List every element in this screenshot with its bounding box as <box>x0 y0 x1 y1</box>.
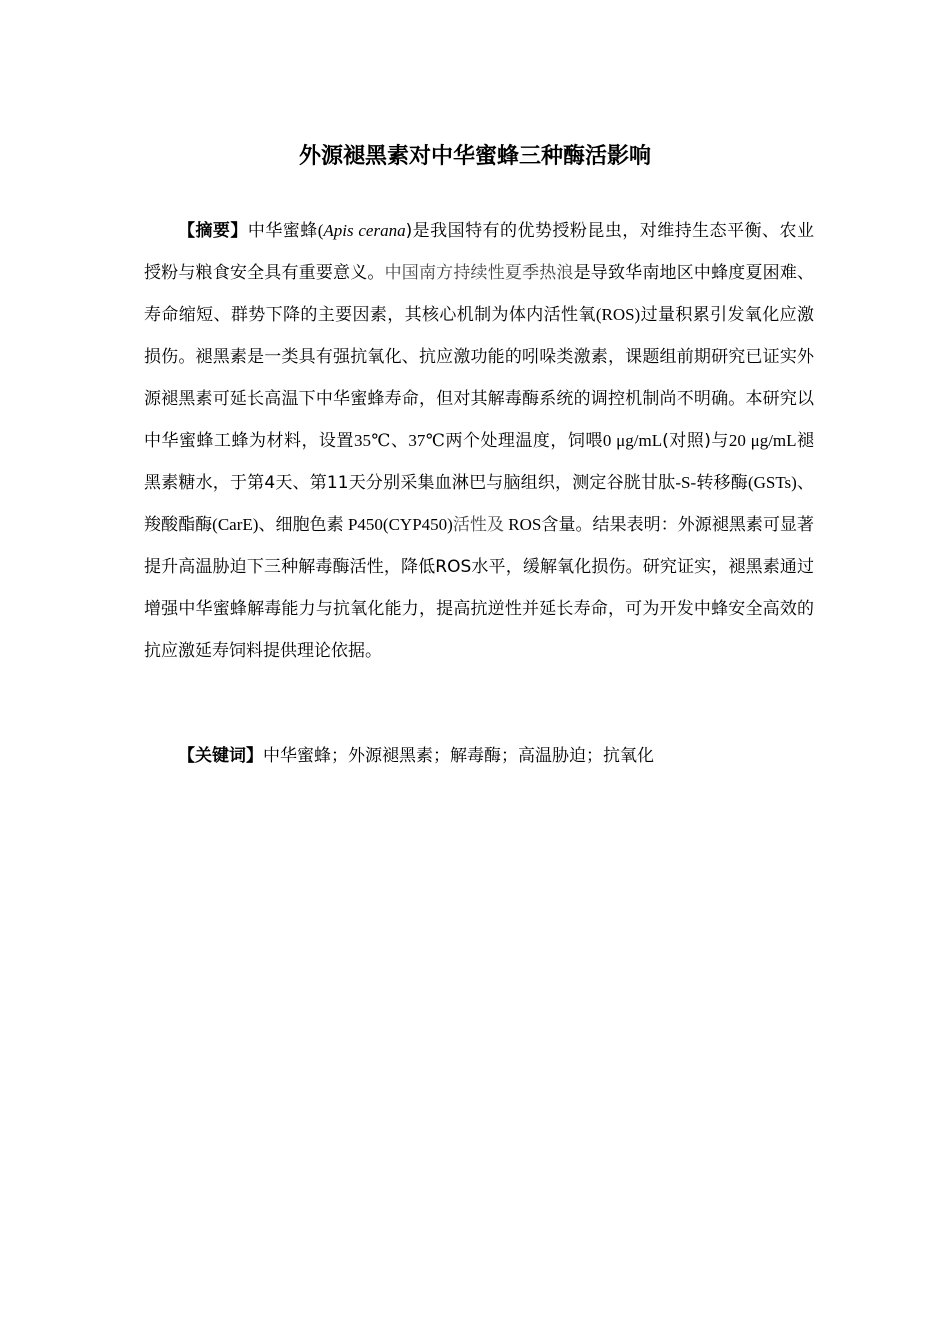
abstract-text: -S- <box>675 473 697 492</box>
abstract-text: 35℃、37℃ <box>353 431 446 450</box>
abstract-text: 两个处理温度，饲喂 <box>445 431 603 451</box>
keywords-label: 【关键词】 <box>178 746 263 766</box>
abstract-paragraph <box>144 210 814 672</box>
abstract-label: 【摘要】 <box>178 221 248 241</box>
keywords-text: 中华蜜蜂；外源褪黑素；解毒酶；高温胁迫；抗氧化 <box>263 746 654 766</box>
abstract-text: )是我国特有的优势授粉昆虫，对维持生态平衡、农业授粉与粮食安全具有重要意义。 <box>144 221 814 283</box>
abstract-text: (CarE) <box>212 515 259 534</box>
abstract-text: 、羧酸酯酶 <box>144 473 815 535</box>
abstract-text: (ROS) <box>595 305 641 324</box>
document-title: 外源褪黑素对中华蜜蜂三种酶活影响 <box>298 144 651 169</box>
abstract-text: ROS <box>504 515 542 534</box>
abstract-text: ( <box>317 221 324 240</box>
abstract-text: 、细胞色素 <box>258 515 344 535</box>
abstract-text: 0 μg/mL <box>602 431 663 450</box>
abstract-text: (GSTs) <box>747 473 797 492</box>
abstract-text: 褪黑素糖水，于第4天、第11天分别采集血淋巴与脑组织，测定谷胱甘肽 <box>144 431 815 493</box>
abstract-text: 是导致华南地区中蜂度夏困难、寿命缩短、群势下降的主要因素，其核心机制为体内活性氧 <box>144 263 815 325</box>
abstract-text: 20 μg/mL <box>728 431 797 450</box>
abstract-text: 过量积累引发氧化应激损伤。褪黑素是一类具有强抗氧化、抗应激功能的吲哚类激素，课题组前期研究已证实外源褪黑素可延长高温下中华蜜蜂寿命，但对其解毒酶系统的调控机制尚不明确。本研究以中华蜜蜂工蜂为材料，设置 <box>144 305 815 451</box>
abstract-text: P450(CYP450) <box>343 515 453 534</box>
species-name: Apis cerana <box>323 221 406 240</box>
abstract-text: 含量。结果表明：外源褪黑素可显著提升高温胁迫下三种解毒酶活性，降低ROS水平，缓解氧化损伤。研究证实，褪黑素通过增强中华蜜蜂解毒能力与抗氧化能力，提高抗逆性并延长寿命，可为开发中蜂安全高效的抗应激延寿饲料提供理论依据。 <box>144 515 815 661</box>
abstract-text: 中华蜜蜂 <box>247 221 318 241</box>
abstract-text: 转移酶 <box>696 473 748 493</box>
abstract-text: (对照)与 <box>662 431 729 451</box>
abstract-text: 中国南方持续性夏季热浪 <box>384 263 574 282</box>
keywords-line <box>178 738 818 774</box>
abstract-text: 活性及 <box>452 515 504 534</box>
